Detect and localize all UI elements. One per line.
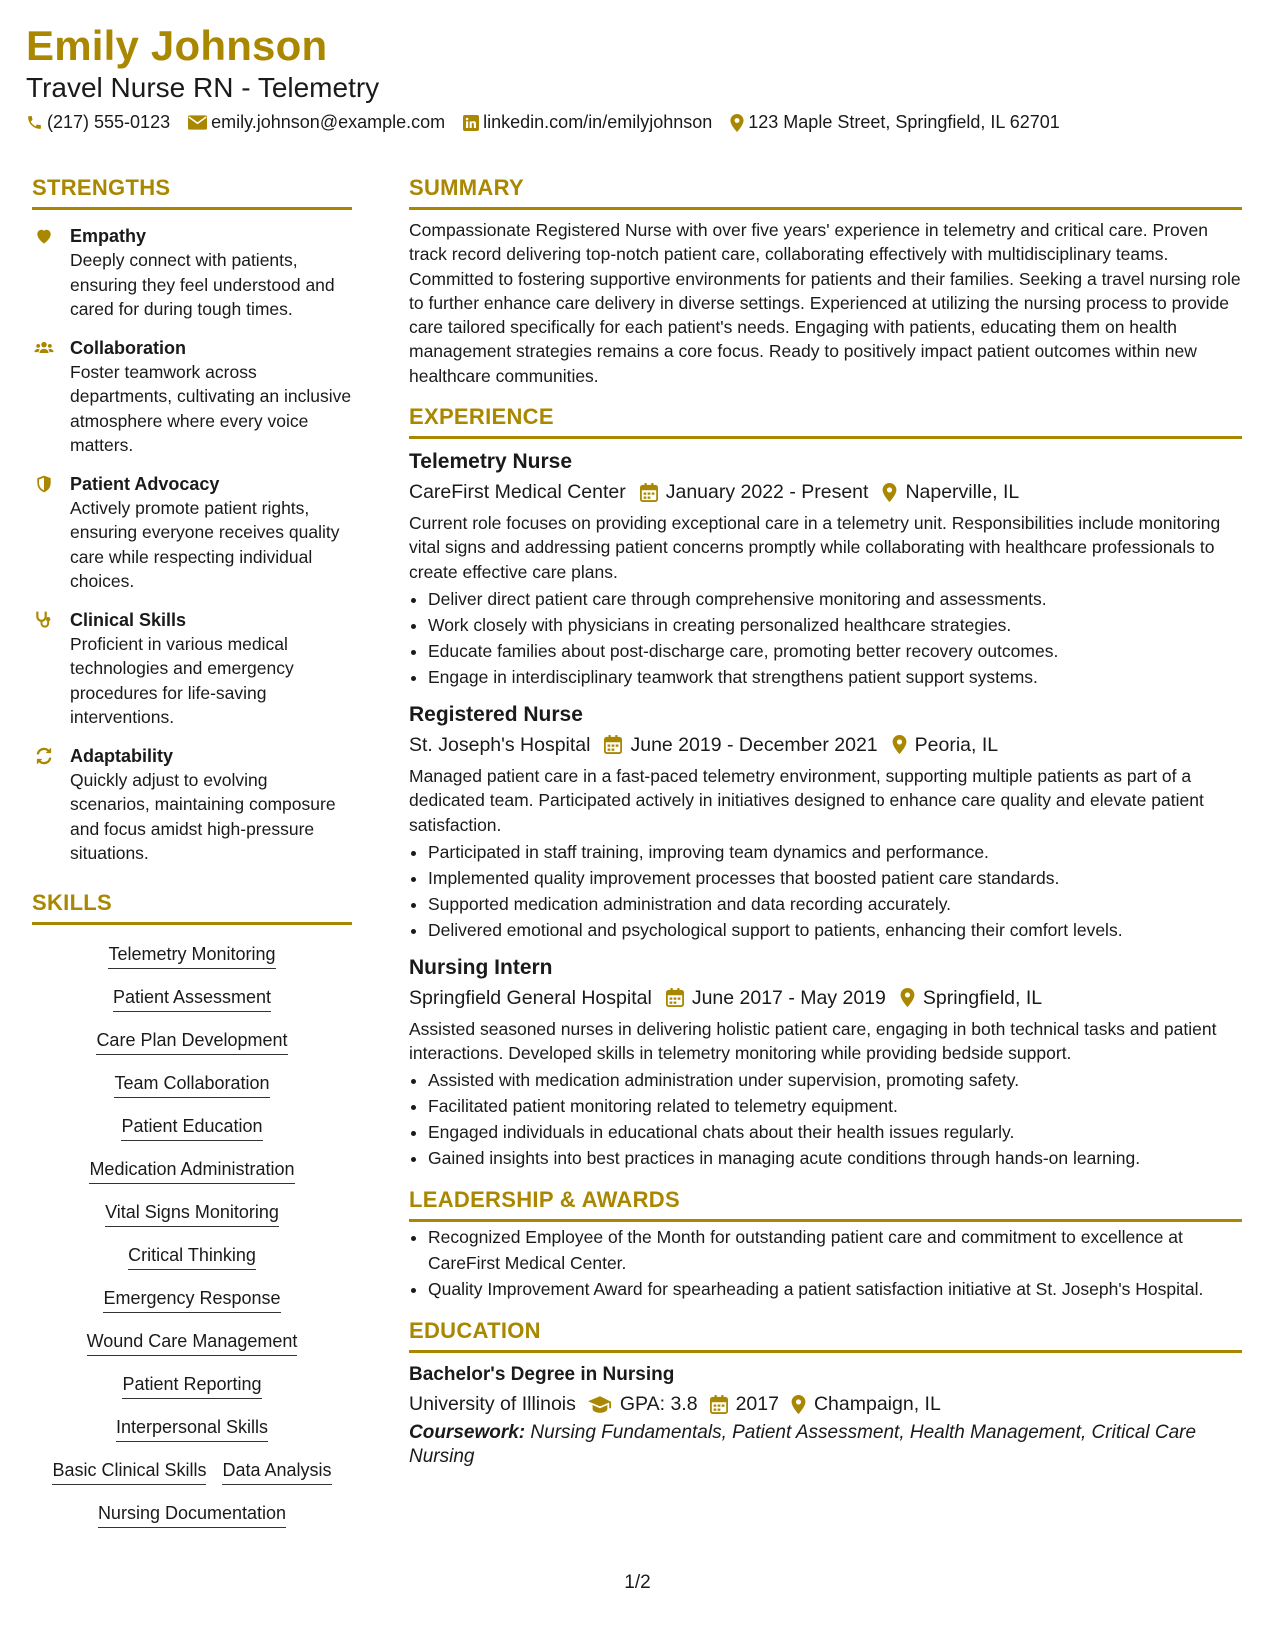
- contact-email[interactable]: [188, 112, 445, 133]
- skill-tag: Nursing Documentation: [98, 1502, 286, 1528]
- skills-heading: SKILLS: [32, 890, 352, 925]
- job-bullets: [409, 1067, 1242, 1171]
- job-bullets: [409, 839, 1242, 943]
- job-meta: [409, 730, 1242, 760]
- job-bullet: • Educate families about post-discharge care, promoting better recovery outcomes.: [428, 638, 1242, 664]
- skill-tag: Telemetry Monitoring: [108, 943, 275, 969]
- job-bullet: • Engage in interdisciplinary teamwork that strengthens patient support systems.: [428, 664, 1242, 690]
- award-item: • Quality Improvement Award for spearheading a patient satisfaction initiative at St. Joseph's Hospital.: [428, 1276, 1242, 1302]
- job-description: Current role focuses on providing exceptional care in a telemetry unit. Responsibilities include monitoring vital signs and addressing patient concerns promptly while collaborating with healthcare professionals to create effective care plans.: [409, 513, 1221, 582]
- strength-title: Empathy: [70, 226, 147, 246]
- awards-list: [409, 1224, 1242, 1302]
- contact-phone[interactable]: [26, 112, 170, 133]
- strength-item: [32, 336, 352, 458]
- school-name: University of Illinois: [409, 1393, 576, 1416]
- job-title: Registered Nurse: [409, 702, 583, 726]
- job-location: Peoria, IL: [914, 733, 999, 756]
- job-bullet: • Work closely with physicians in creating personalized healthcare strategies.: [428, 612, 1242, 638]
- coursework: [409, 1421, 1242, 1469]
- gpa-text: GPA: 3.8: [619, 1393, 698, 1416]
- skill-tag: Interpersonal Skills: [116, 1416, 268, 1442]
- job-bullet: • Engaged individuals in educational chats about their health issues regularly.: [428, 1119, 1242, 1145]
- job-location: Springfield, IL: [922, 986, 1043, 1009]
- strength-item: [32, 472, 352, 594]
- job-entry: [409, 700, 1242, 943]
- phone-text: (217) 555-0123: [47, 112, 171, 132]
- skill-tag: Critical Thinking: [128, 1244, 256, 1270]
- envelope-icon: [188, 115, 207, 130]
- contact-address: [730, 112, 1060, 133]
- job-employer: CareFirst Medical Center: [409, 481, 626, 504]
- right-column: [409, 175, 1242, 1469]
- strength-desc: Actively promote patient rights, ensuring everyone receives quality care while respecting individual choices.: [70, 497, 340, 591]
- strength-item: [32, 224, 352, 322]
- job-employer: St. Joseph's Hospital: [409, 733, 591, 756]
- email-text: emily.johnson@example.com: [211, 112, 446, 132]
- map-marker-icon: [892, 735, 907, 754]
- job-title: Nursing Intern: [409, 955, 553, 979]
- job-meta: [409, 983, 1242, 1013]
- phone-icon: [26, 114, 43, 131]
- job-bullet: • Facilitated patient monitoring related to telemetry equipment.: [428, 1093, 1242, 1119]
- job-entry: [409, 447, 1242, 690]
- calendar-icon: [710, 1395, 728, 1414]
- candidate-name: Emily Johnson: [26, 22, 328, 69]
- heart-icon: [34, 226, 54, 246]
- skill-tag: Vital Signs Monitoring: [105, 1201, 279, 1227]
- candidate-title: Travel Nurse RN - Telemetry: [26, 72, 380, 103]
- strength-title: Collaboration: [70, 337, 186, 358]
- map-marker-icon: [882, 483, 897, 502]
- job-location: Naperville, IL: [905, 481, 1020, 504]
- job-description: Managed patient care in a fast-paced telemetry environment, supporting multiple patients as part of a dedicated team. Participated actively in initiatives designed to enhance care quality and elevate patient satisfaction.: [409, 765, 1204, 835]
- shield-icon: [34, 474, 54, 494]
- skill-tag: Basic Clinical Skills: [52, 1459, 206, 1485]
- skill-tag: Emergency Response: [103, 1287, 280, 1313]
- job-bullet: • Deliver direct patient care through comprehensive monitoring and assessments.: [428, 586, 1242, 612]
- strength-desc: Proficient in various medical technologies and emergency procedures for life-saving interventions.: [70, 633, 294, 727]
- summary-heading: SUMMARY: [409, 175, 1242, 210]
- page-number: 1/2: [624, 1572, 651, 1593]
- stethoscope-icon: [34, 610, 54, 630]
- strength-desc: Deeply connect with patients, ensuring they feel understood and cared for during tough times.: [70, 250, 335, 319]
- strength-title: Patient Advocacy: [70, 473, 220, 494]
- sync-icon: [34, 746, 54, 766]
- calendar-icon: [640, 483, 658, 502]
- skill-tag: Patient Assessment: [113, 986, 271, 1012]
- strength-item: [32, 744, 352, 866]
- job-bullet: • Assisted with medication administration under supervision, promoting safety.: [428, 1067, 1242, 1093]
- skill-tag: Medication Administration: [89, 1158, 294, 1184]
- users-icon: [34, 338, 54, 358]
- job-bullets: [409, 586, 1242, 690]
- skill-tag: Patient Education: [121, 1115, 262, 1141]
- left-column: [32, 175, 352, 1545]
- address-text: 123 Maple Street, Springfield, IL 62701: [748, 112, 1060, 132]
- strength-desc: Foster teamwork across departments, cultivating an inclusive atmosphere where every voice matters.: [70, 361, 352, 455]
- job-entry: [409, 953, 1242, 1172]
- job-bullet: • Supported medication administration and data recording accurately.: [428, 891, 1242, 917]
- education-meta: [409, 1389, 1242, 1419]
- coursework-label: Coursework:: [409, 1422, 526, 1444]
- contact-linkedin[interactable]: [463, 112, 712, 133]
- experience-heading: EXPERIENCE: [409, 404, 1242, 439]
- coursework-text: Nursing Fundamentals, Patient Assessment, Health Management, Critical Care Nursing: [409, 1422, 1197, 1468]
- skill-tag: Data Analysis: [222, 1459, 331, 1485]
- strength-title: Adaptability: [70, 745, 174, 766]
- strength-desc: Quickly adjust to evolving scenarios, maintaining composure and focus amidst high-pressure situations.: [70, 769, 336, 863]
- skill-tag: Wound Care Management: [87, 1330, 298, 1356]
- strength-title: Clinical Skills: [70, 609, 187, 630]
- job-description: Assisted seasoned nurses in delivering holistic patient care, engaging in both technical tasks and patient interactions. Developed skills in telemetry monitoring while providing bedside support.: [409, 1018, 1217, 1064]
- job-bullet: • Implemented quality improvement processes that boosted patient care standards.: [428, 865, 1242, 891]
- education-heading: EDUCATION: [409, 1318, 1242, 1353]
- job-dates: June 2019 - December 2021: [630, 733, 878, 756]
- calendar-icon: [604, 735, 622, 754]
- job-dates: January 2022 - Present: [665, 481, 869, 504]
- linkedin-text: linkedin.com/in/emilyjohnson: [483, 112, 713, 132]
- job-dates: June 2017 - May 2019: [691, 986, 886, 1009]
- skill-tag: Patient Reporting: [122, 1373, 261, 1399]
- awards-heading: LEADERSHIP & AWARDS: [409, 1187, 1242, 1222]
- strengths-heading: STRENGTHS: [32, 175, 352, 210]
- job-employer: Springfield General Hospital: [409, 986, 652, 1009]
- strength-item: [32, 608, 352, 730]
- job-bullet: • Participated in staff training, improving team dynamics and performance.: [428, 839, 1242, 865]
- school-location: Champaign, IL: [813, 1393, 941, 1416]
- map-marker-icon: [900, 988, 915, 1007]
- skill-tag: Care Plan Development: [96, 1029, 287, 1055]
- award-item: • Recognized Employee of the Month for outstanding patient care and commitment to excellence at CareFirst Medical Center.: [428, 1224, 1242, 1276]
- skill-tag: Team Collaboration: [114, 1072, 269, 1098]
- graduation-cap-icon: [588, 1396, 612, 1413]
- linkedin-icon: [463, 115, 479, 131]
- calendar-icon: [666, 988, 684, 1007]
- map-marker-icon: [791, 1395, 806, 1414]
- map-marker-icon: [730, 114, 744, 132]
- job-title: Telemetry Nurse: [409, 450, 573, 474]
- degree-title: Bachelor's Degree in Nursing: [409, 1364, 675, 1386]
- job-bullet: • Delivered emotional and psychological support to patients, enhancing their comfort levels.: [428, 917, 1242, 943]
- job-bullet: • Gained insights into best practices in managing acute conditions through hands-on learning.: [428, 1145, 1242, 1171]
- job-meta: [409, 477, 1242, 507]
- graduation-year: 2017: [735, 1393, 779, 1416]
- contact-bar: [26, 112, 1078, 133]
- skills-list: [32, 943, 352, 1545]
- summary-text: Compassionate Registered Nurse with over five years' experience in telemetry and critical care. Proven track record delivering top-notch patient care, collaborating effectively with multidisciplinary teams. Committed to fostering supportive environments for patients and their families. Seeking a travel nursing role to further enhance care delivery in diverse settings. Experienced at utilizing the nursing process to provide care tailored specifically for each patient's needs. Engaging with patients, educating them on health management strategies remains a core focus. Ready to positively impact patient outcomes within new healthcare communities.: [409, 220, 1241, 386]
